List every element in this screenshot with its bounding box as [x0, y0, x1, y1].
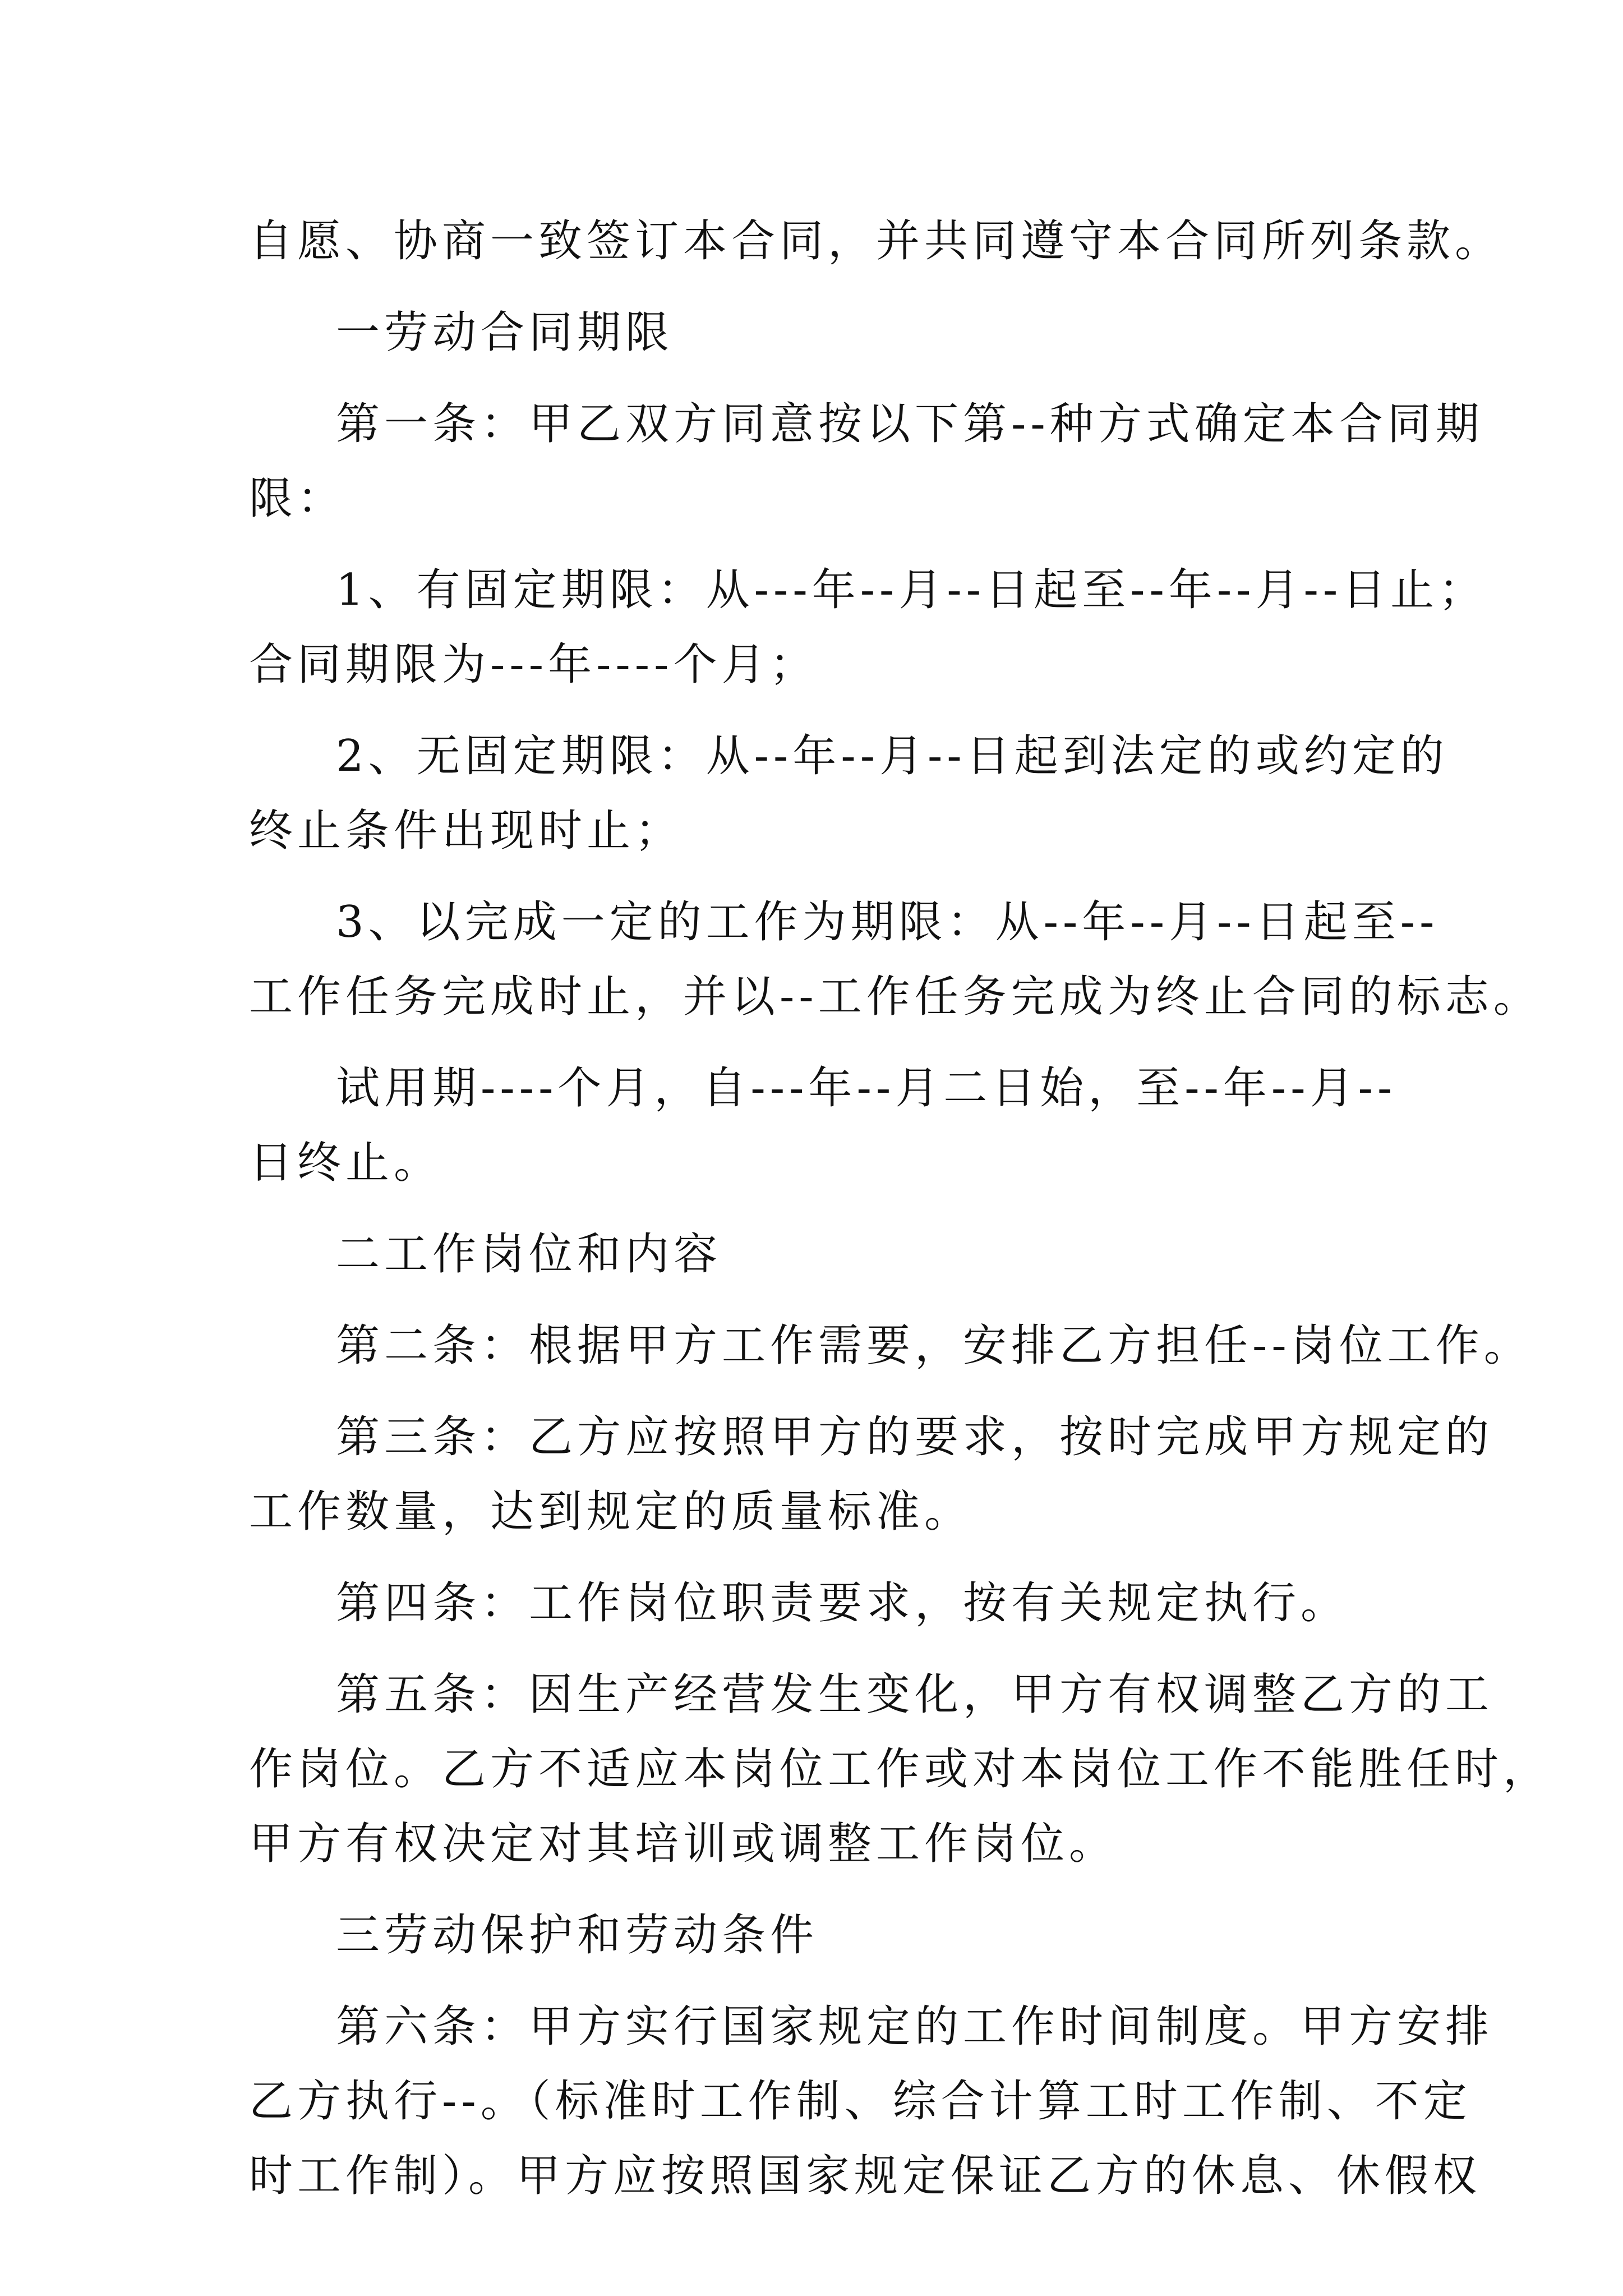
- section-heading: 一劳动合同期限: [336, 307, 674, 358]
- list-item: 1、有固定期限：从---年--月--日起至--年--月--日止；: [336, 565, 1487, 615]
- document-page: [249, 212, 1552, 2238]
- article-line: 第二条：根据甲方工作需要，安排乙方担任--岗位工作。: [336, 1320, 1532, 1371]
- article-line: 第五条：因生产经营发生变化，甲方有权调整乙方的工: [336, 1669, 1494, 1720]
- list-item: 2、无固定期限：从--年--月--日起到法定的或约定的: [336, 731, 1449, 781]
- text-line: 试用期----个月，自---年--月二日始，至--年--月--: [336, 1063, 1397, 1114]
- text-line: 合同期限为---年----个月；: [249, 639, 818, 690]
- list-item: 3、以完成一定的工作为期限：从--年--月--日起至--: [336, 897, 1439, 947]
- article-line: 第六条：甲方实行国家规定的工作时间制度。甲方安排: [336, 2001, 1494, 2052]
- section-heading: 三劳动保护和劳动条件: [336, 1910, 819, 1961]
- text-line: 工作数量，达到规定的质量标准。: [249, 1487, 973, 1537]
- article-line: 第一条：甲乙双方同意按以下第--种方式确定本合同期: [336, 399, 1484, 449]
- text-line: 自愿、协商一致签订本合同，并共同遵守本合同所列条款。: [249, 216, 1504, 266]
- article-line: 第三条：乙方应按照甲方的要求，按时完成甲方规定的: [336, 1412, 1494, 1462]
- text-line: 终止条件出现时止；: [249, 806, 684, 856]
- text-line: 乙方执行--。（标准时工作制、综合计算工时工作制、不定: [249, 2076, 1472, 2127]
- text-line: 限：: [249, 473, 346, 524]
- section-heading: 二工作岗位和内容: [336, 1229, 722, 1280]
- text-line: 日终止。: [249, 1138, 442, 1188]
- text-line: 甲方有权决定对其培训或调整工作岗位。: [249, 1819, 1118, 1869]
- article-line: 第四条：工作岗位职责要求，按有关规定执行。: [336, 1578, 1349, 1628]
- text-line: 作岗位。乙方不适应本岗位工作或对本岗位工作不能胜任时，: [249, 1744, 1552, 1795]
- text-line: 时工作制）。甲方应按照国家规定保证乙方的休息、休假权: [249, 2151, 1482, 2201]
- text-line: 工作任务完成时止，并以--工作任务完成为终止合同的标志。: [249, 972, 1542, 1022]
